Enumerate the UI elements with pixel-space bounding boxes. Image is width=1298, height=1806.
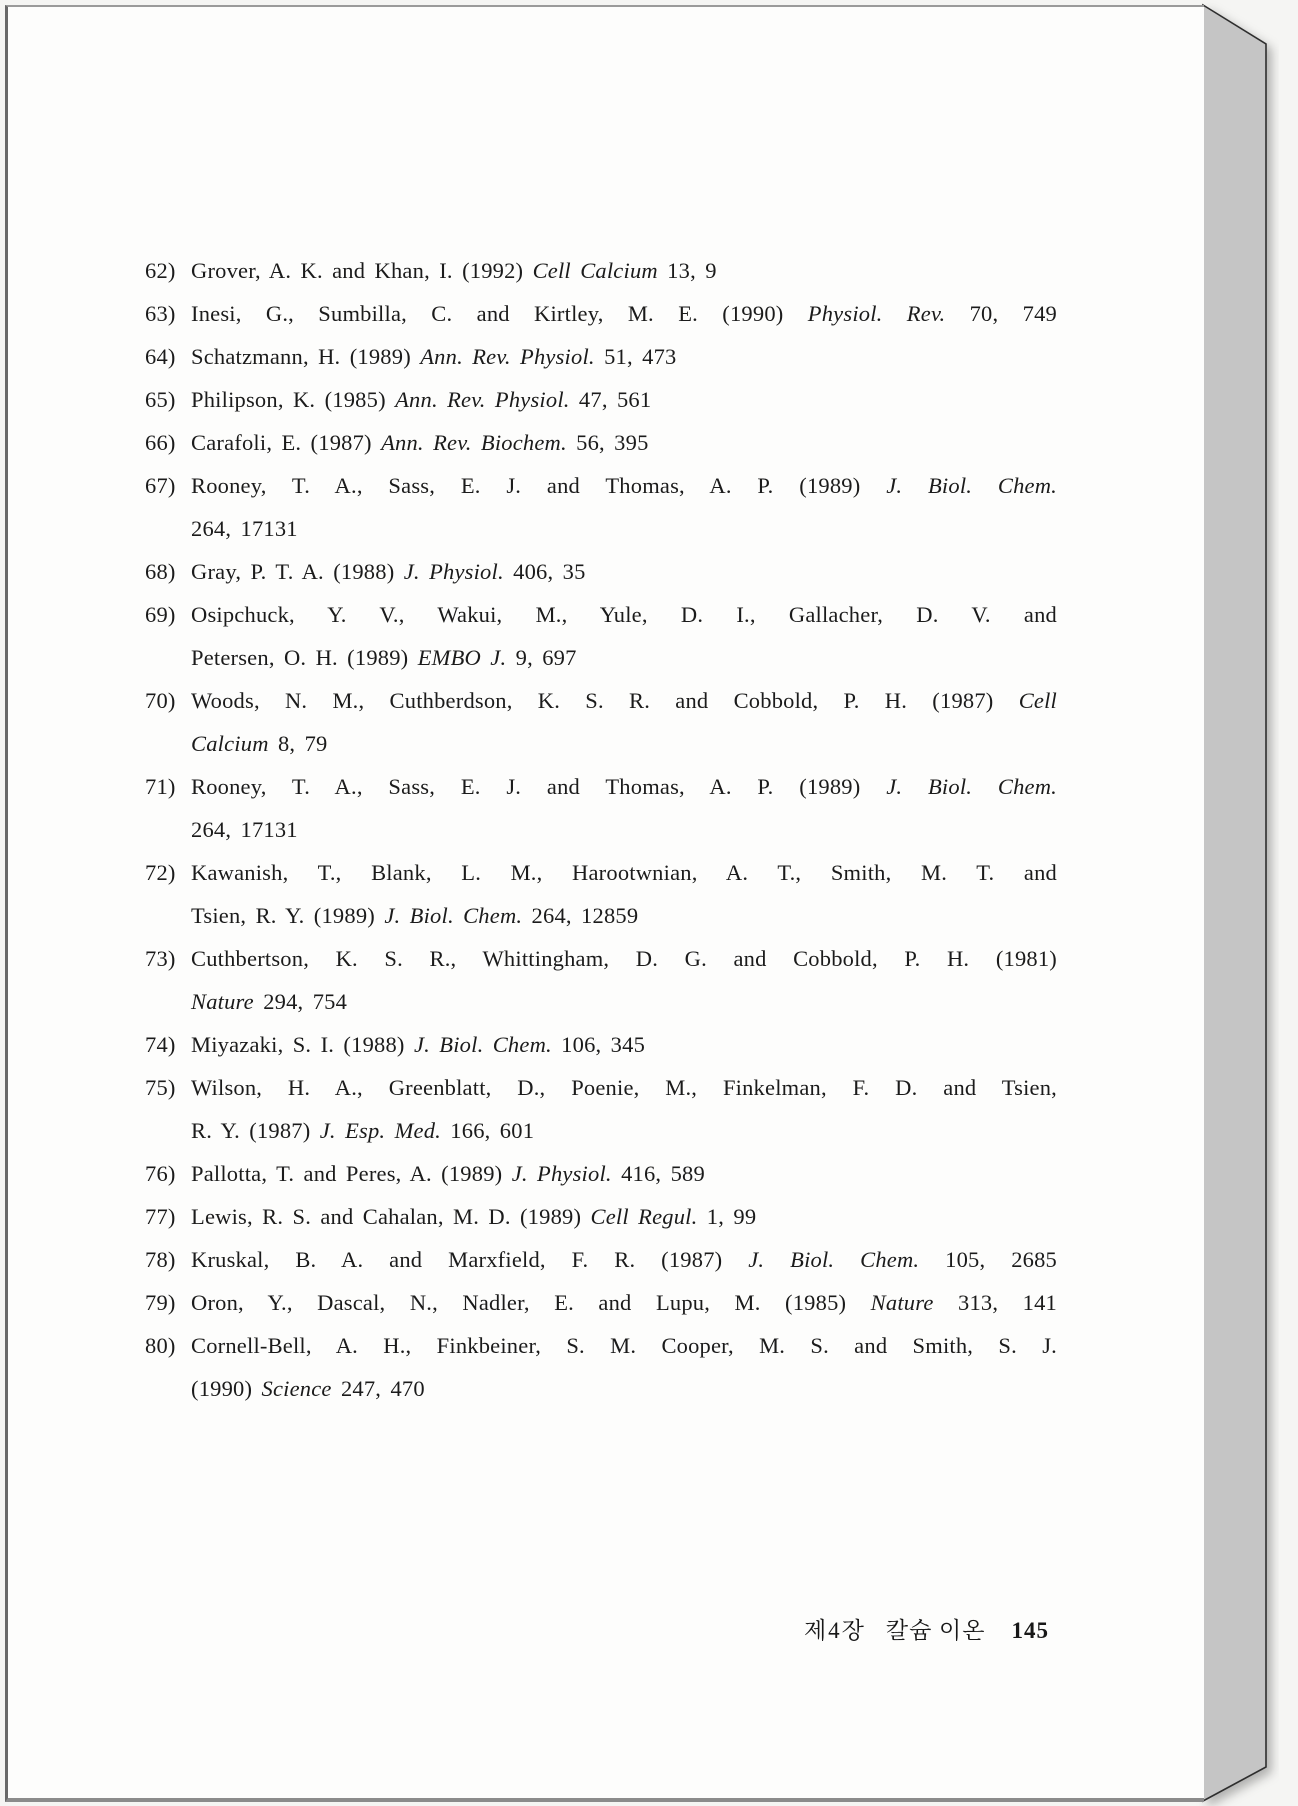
journal-name: J. Physiol.	[403, 559, 504, 584]
text-segment: Rooney, T. A., Sass, E. J. and Thomas, A. P. (1989)	[191, 473, 887, 498]
text-segment: 13, 9	[657, 258, 717, 283]
text-segment: 264, 17131	[191, 516, 298, 541]
text-segment: Rooney, T. A., Sass, E. J. and Thomas, A. P. (1989)	[191, 774, 887, 799]
text-segment: 406, 35	[503, 559, 586, 584]
journal-name: Ann. Rev. Physiol.	[420, 344, 595, 369]
text-segment: Miyazaki, S. I. (1988)	[191, 1032, 414, 1057]
page-thickness-edge	[1203, 5, 1266, 1801]
reference-item	[145, 464, 1057, 550]
text-segment: 1, 99	[697, 1204, 757, 1229]
reference-body	[191, 765, 1057, 851]
reference-number: 80)	[145, 1333, 176, 1358]
text-segment: Carafoli, E. (1987)	[191, 430, 382, 455]
text-segment: Kawanish, T., Blank, L. M., Harootwnian, A. T., Smith, M. T. and	[191, 860, 1057, 885]
journal-name: Nature	[870, 1290, 934, 1315]
reference-number: 72)	[145, 860, 176, 885]
reference-line	[191, 1281, 1057, 1324]
text-segment: Osipchuck, Y. V., Wakui, M., Yule, D. I., Gallacher, D. V. and	[191, 602, 1057, 627]
reference-item	[145, 937, 1057, 1023]
text-segment: Tsien, R. Y. (1989)	[191, 903, 385, 928]
text-segment: 294, 754	[253, 989, 348, 1014]
reference-item	[145, 1238, 1057, 1281]
text-segment: 56, 395	[566, 430, 649, 455]
journal-name: Ann. Rev. Physiol.	[395, 387, 570, 412]
reference-body	[191, 1152, 1057, 1195]
text-segment: Schatzmann, H. (1989)	[191, 344, 421, 369]
reference-body	[191, 1238, 1057, 1281]
text-segment: Inesi, G., Sumbilla, C. and Kirtley, M. E. (1990)	[191, 301, 808, 326]
text-segment: Wilson, H. A., Greenblatt, D., Poenie, M., Finkelman, F. D. and Tsien,	[191, 1075, 1057, 1100]
reference-item	[145, 421, 1057, 464]
reference-line	[191, 1152, 1057, 1195]
reference-number: 75)	[145, 1075, 176, 1100]
section-label: 칼슘 이온	[885, 1618, 986, 1643]
reference-body	[191, 550, 1057, 593]
reference-body	[191, 378, 1057, 421]
reference-number: 79)	[145, 1290, 176, 1315]
journal-name: J. Physiol.	[511, 1161, 612, 1186]
reference-line	[191, 722, 1057, 765]
text-segment: Woods, N. M., Cuthberdson, K. S. R. and Cobbold, P. H. (1987)	[191, 688, 1019, 713]
reference-number: 66)	[145, 430, 176, 455]
text-segment: 47, 561	[569, 387, 652, 412]
journal-name: J. Biol. Chem.	[886, 774, 1057, 799]
text-segment: 313, 141	[933, 1290, 1057, 1315]
text-segment: Cuthbertson, K. S. R., Whittingham, D. G. and Cobbold, P. H. (1981)	[191, 946, 1057, 971]
reference-line	[191, 1066, 1057, 1109]
text-segment: 166, 601	[440, 1118, 535, 1143]
reference-item	[145, 679, 1057, 765]
reference-line	[191, 679, 1057, 722]
reference-body	[191, 937, 1057, 1023]
reference-item	[145, 1281, 1057, 1324]
journal-name: J. Biol. Chem.	[413, 1032, 552, 1057]
text-segment: R. Y. (1987)	[191, 1118, 320, 1143]
reference-item	[145, 851, 1057, 937]
reference-line	[191, 292, 1057, 335]
reference-number: 71)	[145, 774, 176, 799]
reference-item	[145, 550, 1057, 593]
reference-body	[191, 464, 1057, 550]
text-segment: 70, 749	[945, 301, 1058, 326]
journal-name: EMBO J.	[417, 645, 507, 670]
reference-number: 74)	[145, 1032, 176, 1057]
reference-number: 70)	[145, 688, 176, 713]
reference-line	[191, 1109, 1057, 1152]
reference-body	[191, 679, 1057, 765]
reference-body	[191, 593, 1057, 679]
reference-line	[191, 550, 1057, 593]
reference-item	[145, 378, 1057, 421]
journal-name: J. Biol. Chem.	[384, 903, 523, 928]
reference-item	[145, 1152, 1057, 1195]
reference-number: 62)	[145, 258, 176, 283]
reference-body	[191, 335, 1057, 378]
text-segment: 416, 589	[611, 1161, 705, 1186]
references-list	[145, 249, 1057, 1410]
reference-body	[191, 1023, 1057, 1066]
journal-name: J. Biol. Chem.	[748, 1247, 920, 1272]
reference-line	[191, 937, 1057, 980]
journal-name: Ann. Rev. Biochem.	[381, 430, 567, 455]
reference-body	[191, 1324, 1057, 1410]
chapter-label: 제4장	[803, 1618, 866, 1643]
reference-body	[191, 421, 1057, 464]
reference-line	[191, 593, 1057, 636]
journal-name: Nature	[191, 989, 254, 1014]
reference-item	[145, 765, 1057, 851]
reference-item	[145, 593, 1057, 679]
reference-line	[191, 1023, 1057, 1066]
reference-item	[145, 249, 1057, 292]
reference-item	[145, 1195, 1057, 1238]
reference-line	[191, 765, 1057, 808]
text-segment: 264, 12859	[522, 903, 639, 928]
reference-line	[191, 507, 1057, 550]
reference-item	[145, 292, 1057, 335]
reference-body	[191, 1195, 1057, 1238]
text-segment: Philipson, K. (1985)	[191, 387, 396, 412]
journal-name: Calcium	[191, 731, 269, 756]
page-number: 145	[1011, 1618, 1049, 1643]
text-segment: Pallotta, T. and Peres, A. (1989)	[191, 1161, 512, 1186]
reference-number: 76)	[145, 1161, 176, 1186]
book-page	[5, 5, 1204, 1802]
reference-item	[145, 1324, 1057, 1410]
reference-body	[191, 1066, 1057, 1152]
reference-line	[191, 894, 1057, 937]
text-segment: 264, 17131	[191, 817, 298, 842]
reference-number: 67)	[145, 473, 176, 498]
reference-line	[191, 636, 1057, 679]
reference-line	[191, 249, 1057, 292]
reference-line	[191, 421, 1057, 464]
reference-line	[191, 1238, 1057, 1281]
journal-name: Cell Calcium	[532, 258, 658, 283]
reference-line	[191, 1195, 1057, 1238]
reference-line	[191, 335, 1057, 378]
reference-number: 68)	[145, 559, 176, 584]
journal-name: Science	[261, 1376, 332, 1401]
reference-number: 65)	[145, 387, 176, 412]
reference-body	[191, 292, 1057, 335]
text-segment: Grover, A. K. and Khan, I. (1992)	[191, 258, 533, 283]
reference-item	[145, 335, 1057, 378]
reference-body	[191, 851, 1057, 937]
reference-number: 73)	[145, 946, 176, 971]
journal-name: Cell Regul.	[590, 1204, 698, 1229]
reference-item	[145, 1066, 1057, 1152]
reference-line	[191, 980, 1057, 1023]
reference-number: 78)	[145, 1247, 176, 1272]
reference-line	[191, 851, 1057, 894]
text-segment: (1990)	[191, 1376, 262, 1401]
text-segment: Gray, P. T. A. (1988)	[191, 559, 404, 584]
reference-item	[145, 1023, 1057, 1066]
text-segment: Kruskal, B. A. and Marxfield, F. R. (1987)	[191, 1247, 749, 1272]
journal-name: J. Esp. Med.	[319, 1118, 441, 1143]
reference-body	[191, 1281, 1057, 1324]
reference-line	[191, 1367, 1057, 1410]
text-segment: 51, 473	[594, 344, 677, 369]
reference-number: 63)	[145, 301, 176, 326]
page-footer	[8, 1612, 1049, 1645]
reference-line	[191, 808, 1057, 851]
journal-name: J. Biol. Chem.	[886, 473, 1057, 498]
reference-body	[191, 249, 1057, 292]
journal-name: Physiol. Rev.	[807, 301, 946, 326]
reference-line	[191, 464, 1057, 507]
text-segment: Petersen, O. H. (1989)	[191, 645, 418, 670]
reference-number: 77)	[145, 1204, 176, 1229]
text-segment: Lewis, R. S. and Cahalan, M. D. (1989)	[191, 1204, 591, 1229]
text-segment: 105, 2685	[919, 1247, 1058, 1272]
reference-number: 64)	[145, 344, 176, 369]
journal-name: Cell	[1018, 688, 1057, 713]
text-segment: 9, 697	[506, 645, 577, 670]
text-segment: Oron, Y., Dascal, N., Nadler, E. and Lupu, M. (1985)	[191, 1290, 871, 1315]
text-segment: Cornell-Bell, A. H., Finkbeiner, S. M. Cooper, M. S. and Smith, S. J.	[191, 1333, 1057, 1358]
reference-number: 69)	[145, 602, 176, 627]
text-segment: 8, 79	[268, 731, 328, 756]
reference-line	[191, 378, 1057, 421]
text-segment: 247, 470	[331, 1376, 425, 1401]
text-segment: 106, 345	[551, 1032, 646, 1057]
reference-line	[191, 1324, 1057, 1367]
